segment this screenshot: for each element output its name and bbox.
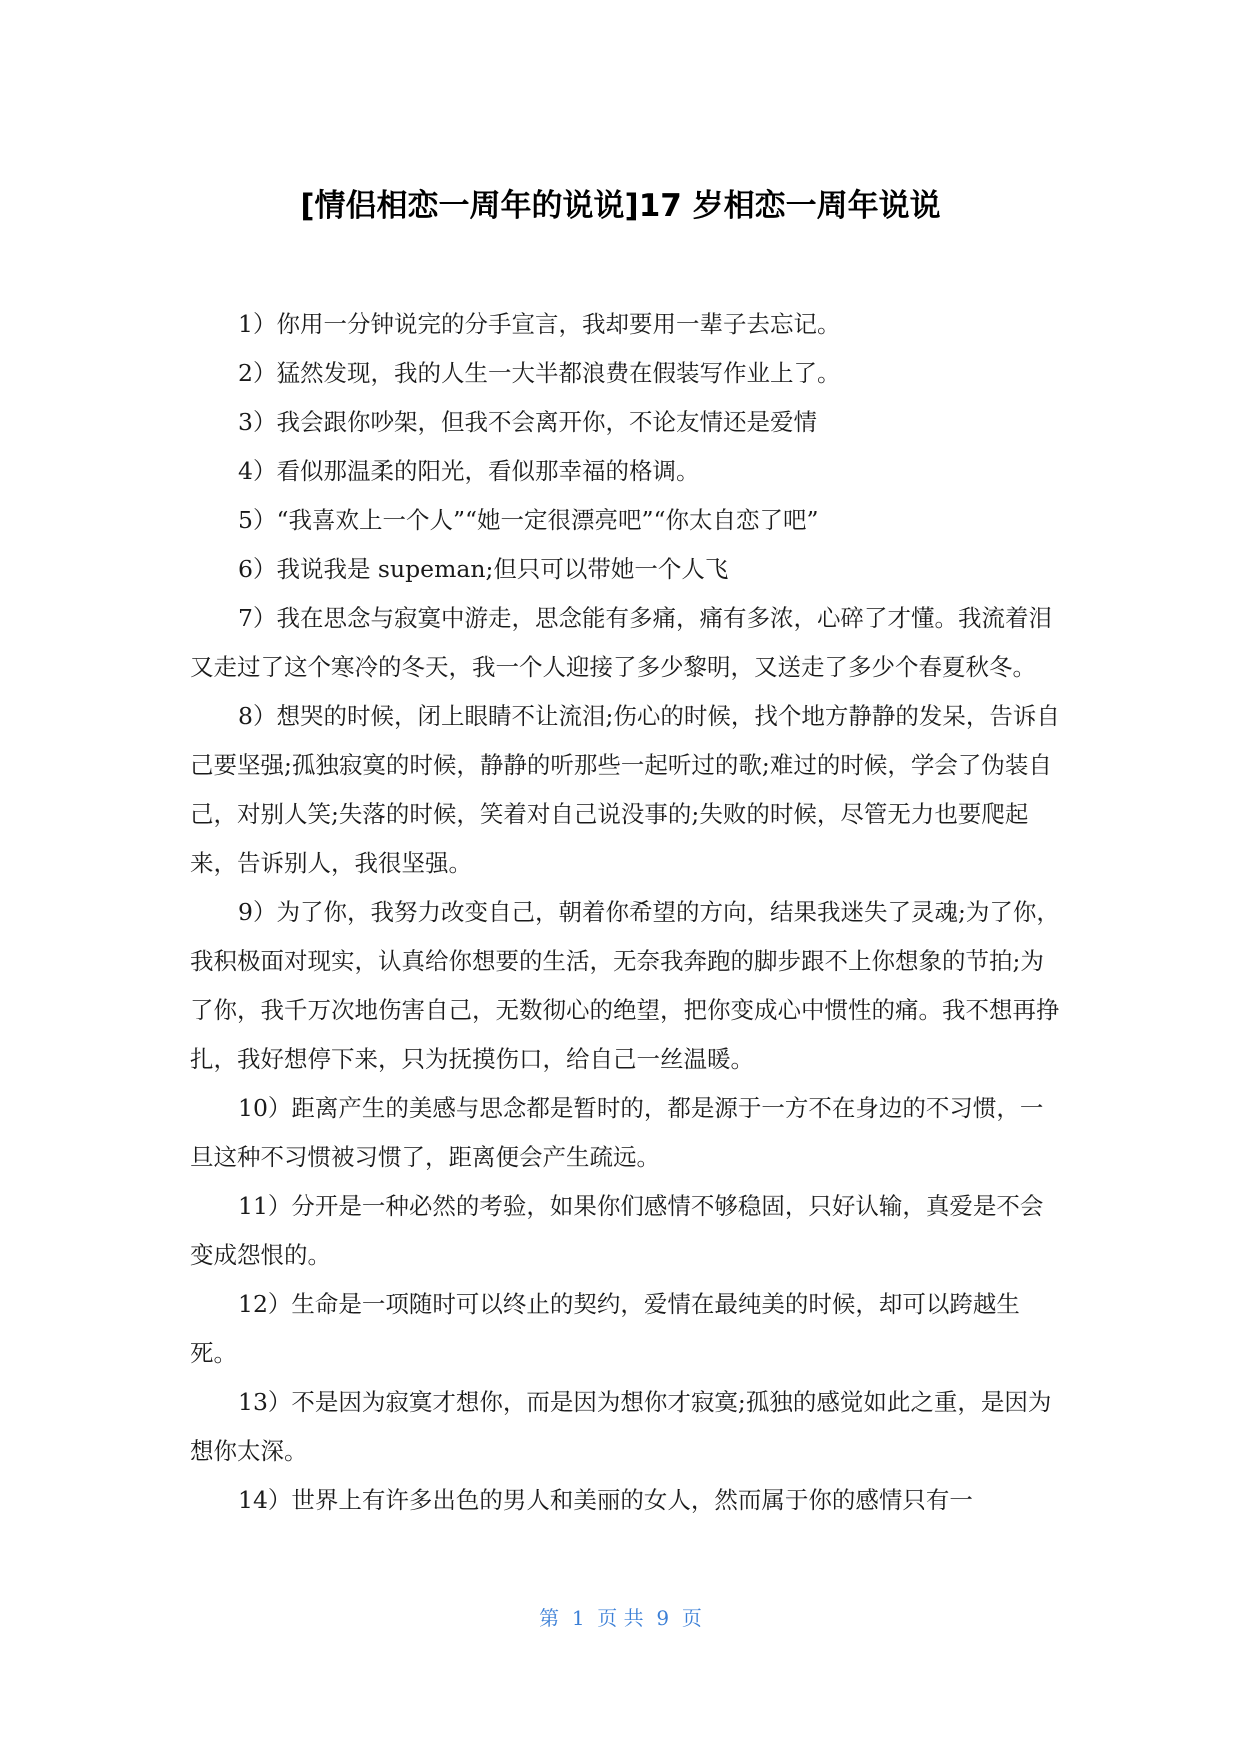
document-body: [190, 300, 1060, 1525]
list-item: 9）为了你，我努力改变自己，朝着你希望的方向，结果我迷失了灵魂;为了你，我积极面对现实，认真给你想要的生活，无奈我奔跑的脚步跟不上你想象的节拍;为了你，我千万次地伤害自己，无数彻心的绝望，把你变成心中惯性的痛。我不想再挣扎，我好想停下来，只为抚摸伤口，给自己一丝温暖。: [190, 898, 1060, 1073]
list-item: 8）想哭的时候，闭上眼睛不让流泪;伤心的时候，找个地方静静的发呆，告诉自己要坚强;孤独寂寞的时候，静静的听那些一起听过的歌;难过的时候，学会了伪装自己，对别人笑;失落的时候，笑着对自己说没事的;失败的时候，尽管无力也要爬起来，告诉别人，我很坚强。: [190, 702, 1060, 877]
list-item: 4）看似那温柔的阳光，看似那幸福的格调。: [238, 457, 700, 485]
list-item: 10）距离产生的美感与思念都是暂时的，都是源于一方不在身边的不习惯，一旦这种不习惯被习惯了，距离便会产生疏远。: [190, 1094, 1044, 1171]
list-item: 13）不是因为寂寞才想你，而是因为想你才寂寞;孤独的感觉如此之重，是因为想你太深。: [190, 1388, 1052, 1465]
list-item: 6）我说我是 supeman;但只可以带她一个人飞: [238, 555, 729, 583]
list-item: 2）猛然发现，我的人生一大半都浪费在假装写作业上了。: [238, 359, 841, 387]
list-item: 11）分开是一种必然的考验，如果你们感情不够稳固，只好认输，真爱是不会变成怨恨的。: [190, 1192, 1044, 1269]
list-item: 1）你用一分钟说完的分手宣言，我却要用一辈子去忘记。: [238, 310, 841, 338]
page-footer: 第 1 页 共 9 页: [539, 1606, 702, 1630]
list-item: 5）“我喜欢上一个人”“她一定很漂亮吧”“你太自恋了吧”: [238, 506, 819, 534]
list-item: 7）我在思念与寂寞中游走，思念能有多痛，痛有多浓，心碎了才懂。我流着泪又走过了这个寒冷的冬天，我一个人迎接了多少黎明，又送走了多少个春夏秋冬。: [190, 604, 1052, 681]
list-item: 12）生命是一项随时可以终止的契约，爱情在最纯美的时候，却可以跨越生死。: [190, 1290, 1020, 1367]
list-item: 3）我会跟你吵架，但我不会离开你，不论友情还是爱情: [238, 408, 817, 436]
document-title: [情侣相恋一周年的说说]17 岁相恋一周年说说: [300, 188, 941, 224]
list-item: 14）世界上有许多出色的男人和美丽的女人，然而属于你的感情只有一: [238, 1486, 973, 1514]
